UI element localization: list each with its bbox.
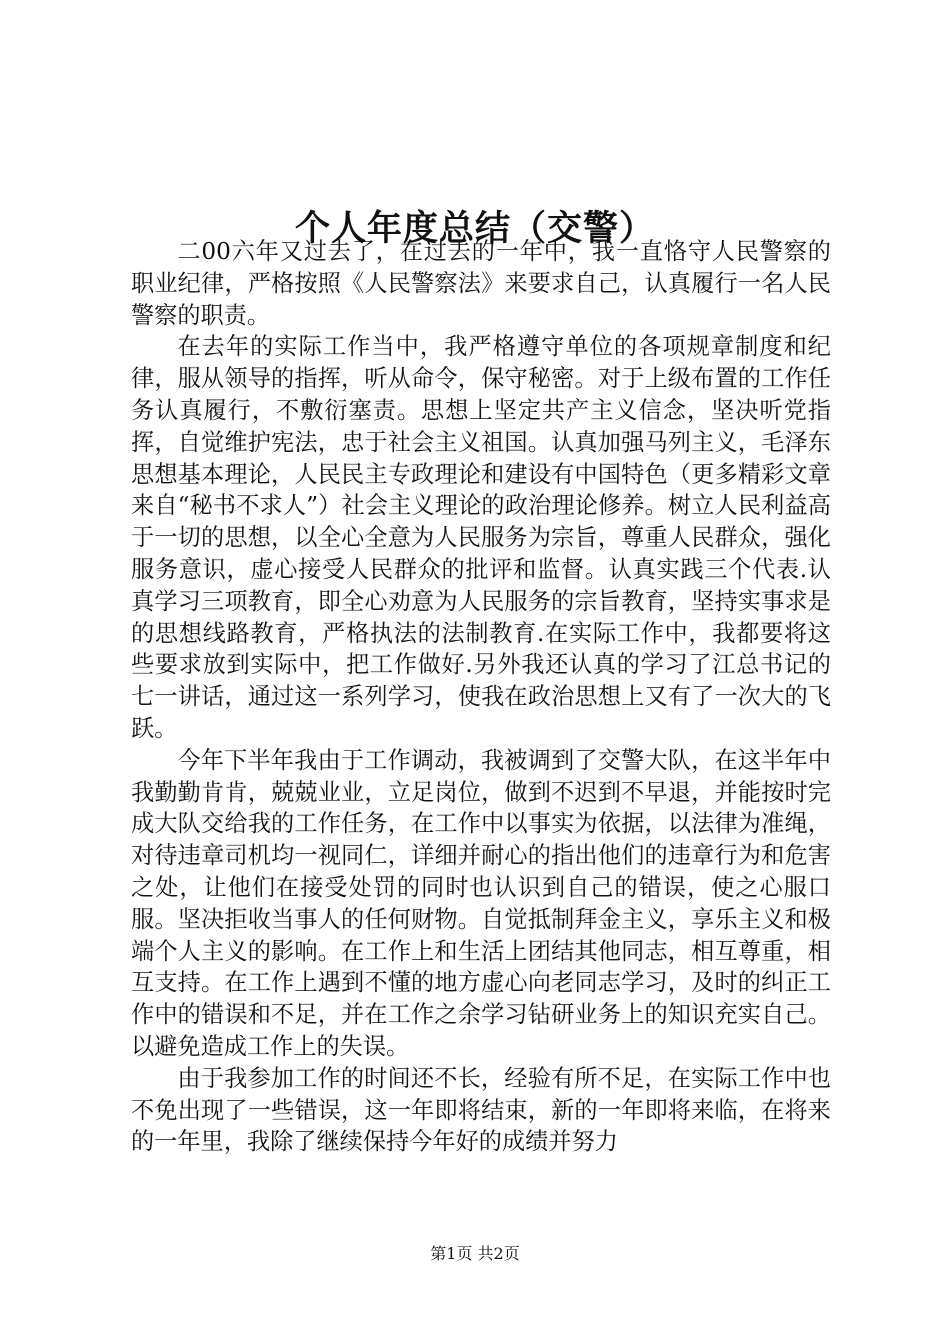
paragraph-4: 由于我参加工作的时间还不长，经验有所不足，在实际工作中也不免出现了一些错误，这一年即将结束，新的一年即将来临，在将来的一年里，我除了继续保持今年好的成绩并努力	[131, 1064, 831, 1156]
document-title: 个人年度总结（交警）	[294, 208, 655, 250]
paragraph-1: 二00六年又过去了，在过去的一年中，我一直恪守人民警察的职业纪律，严格按照《人民警察法》来要求自己，认真履行一名人民警察的职责。	[131, 238, 831, 329]
page-number-footer: 第1页 共2页	[430, 1244, 520, 1263]
document-body	[131, 236, 831, 1158]
paragraph-2: 在去年的实际工作当中，我严格遵守单位的各项规章制度和纪律，服从领导的指挥，听从命令，保守秘密。对于上级布置的工作任务认真履行，不敷衍塞责。思想上坚定共产主义信念，坚决听党指挥，自觉维护宪法，忠于社会主义祖国。认真加强马列主义，毛泽东思想基本理论，人民民主专政理论和建设有中国特色（更多精彩文章来自“秘书不求人”）社会主义理论的政治理论修养。树立人民利益高于一切的思想，以全心全意为人民服务为宗旨，尊重人民群众，强化服务意识，虚心接受人民群众的批评和监督。认真实践三个代表.认真学习三项教育，即全心劝意为人民服务的宗旨教育，坚持实事求是的思想线路教育，严格执法的法制教育.在实际工作中，我都要将这些要求放到实际中，把工作做好.另外我还认真的学习了江总书记的七一讲话，通过这一系列学习，使我在政治思想上又有了一次大的飞跃。	[131, 333, 831, 742]
paragraph-3: 今年下半年我由于工作调动，我被调到了交警大队，在这半年中我勤勤肯肯，兢兢业业，立足岗位，做到不迟到不早退，并能按时完成大队交给我的工作任务，在工作中以事实为依据，以法律为准绳，对待违章司机均一视同仁，详细并耐心的指出他们的违章行为和危害之处，让他们在接受处罚的同时也认识到自己的错误，使之心服口服。坚决拒收当事人的任何财物。自觉抵制拜金主义，享乐主义和极端个人主义的影响。在工作上和生活上团结其他同志，相互尊重，相互支持。在工作上遇到不懂的地方虚心向老同志学习，及时的纠正工作中的错误和不足，并在工作之余学习钻研业务上的知识充实自己。以避免造成工作上的失误。	[131, 746, 831, 1060]
